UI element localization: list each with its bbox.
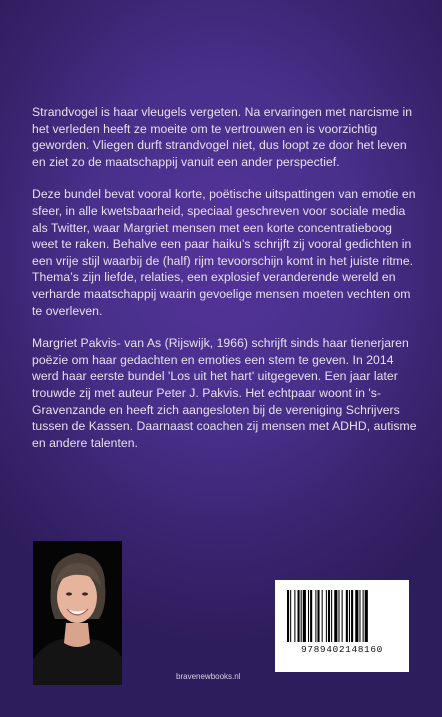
- author-photo: [33, 541, 122, 685]
- author-bio-paragraph: Margriet Pakvis- van As (Rijswijk, 1966) schrijft sinds haar tienerjaren poëzie om haar gedachten en emoties een stem te geven. In 2014 werd haar eerste bundel 'Los uit het hart' uitgegeven. Een jaar later trouwde zij met auteur Peter J. Pakvis. Het echtpaar woont in 's-Gravenzande en heeft zich aangesloten bij de vereniging Schrijvers tussen de Kassen. Daarnaast coachen zij mensen met ADHD, autisme en andere talenten.: [32, 336, 417, 450]
- blurb-paragraph-2: Deze bundel bevat vooral korte, poëtische uitspattingen van emotie en sfeer, in alle kwetsbaarheid, speciaal geschreven voor sociale media als Twitter, waar Margriet mensen met een korte concentratieboog weet te raken. Behalve een paar haiku’s schrijft zij vooral gedichten in een vrije stijl waarbij de (half) rijm tevoorschijn komt in het juiste ritme. Thema’s zijn liefde, relaties, een explosief veranderende wereld en verharde maatschappij waarin gevoelige mensen moeten vechten om te overleven.: [32, 187, 416, 318]
- blurb-paragraph-1: Strandvogel is haar vleugels vergeten. Na ervaringen met narcisme in het verleden heeft ze moeite om te vertrouwen en is voorzichtig geworden. Vliegen durft strandvogel niet, dus loopt ze door het leven en ziet zo de maatschappij vanuit een ander perspectief.: [32, 105, 413, 169]
- publisher-label: bravenewbooks.nl: [176, 672, 241, 681]
- isbn-number: 9789402148160: [301, 644, 383, 655]
- blurb: [32, 104, 418, 467]
- isbn-barcode: [275, 580, 409, 672]
